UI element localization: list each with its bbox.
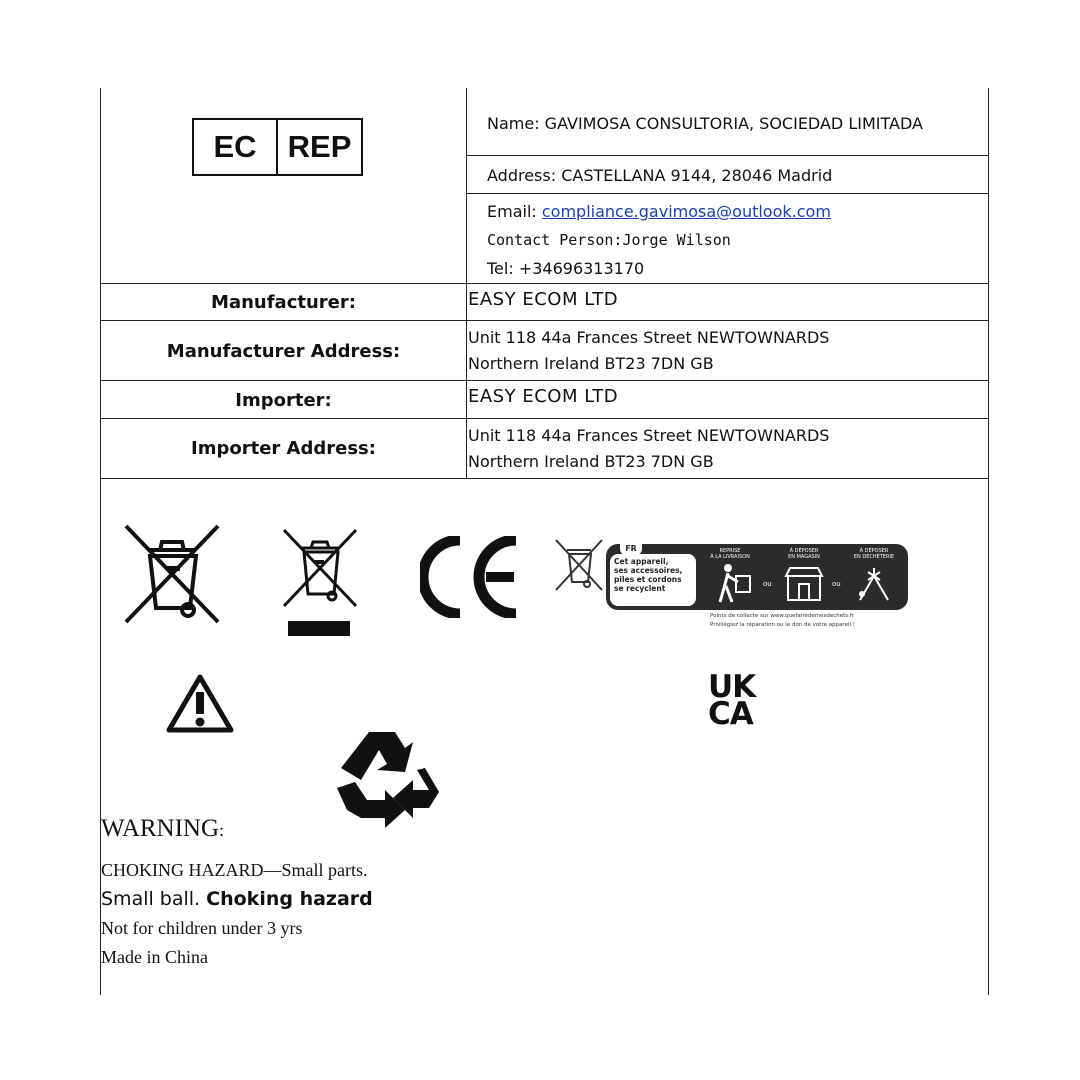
manufacturer-address-label: Manufacturer Address: [166,341,401,362]
recycle-icon [333,724,445,834]
warning-line-2 [101,888,373,910]
importer-address-line1: Unit 118 44a Frances Street NEWTOWNARDS [468,426,830,445]
ec-rep-symbol [192,118,363,176]
triman-col3-line2: EN DÉCHÈTERIE [853,554,895,560]
triman-col1-line1: REPRISE [719,548,741,554]
ec-rep-email-link[interactable]: compliance.gavimosa@outlook.com [541,202,831,221]
triman-ou-2: ou [832,580,841,588]
ukca-top: UK [708,669,756,705]
importer-value: EASY ECOM LTD [468,386,619,407]
triman-label [606,544,908,610]
table-border-right [988,88,989,995]
triman-left-text-2: ses accessoires, [614,566,683,575]
delivery-icon [710,562,754,606]
table-border-left [100,88,101,995]
store-icon [782,564,826,604]
ec-rep-right: REP [287,129,352,164]
row-divider-2 [100,320,989,321]
triman-col2-line1: À DÉPOSER [789,548,819,554]
warning-title [101,815,224,843]
weee-bin-icon [120,522,224,626]
manufacturer-value: EASY ECOM LTD [468,289,619,310]
ec-rep-email-label: Email: [487,202,542,221]
triman-footer-2: Privilégiez la réparation ou le don de votre appareil ! [710,622,855,628]
row-divider-4 [100,418,989,419]
importer-address-line2: Northern Ireland BT23 7DN GB [468,452,714,471]
triman-col1-line2: À LA LIVRAISON [710,554,750,560]
ec-rep-left: EC [194,120,278,174]
warning-title-text: WARNING [101,815,220,842]
triman-left-text-3: piles et cordons [614,575,682,584]
triman-col1 [702,548,758,560]
warning-triangle-icon [164,672,236,736]
triman-left-text-4: se recyclent [614,584,666,593]
manufacturer-address-line1: Unit 118 44a Frances Street NEWTOWNARDS [468,328,830,347]
warning-line-4: Made in China [101,947,208,967]
manufacturer-address-line2: Northern Ireland BT23 7DN GB [468,354,714,373]
triman-bin-icon [553,538,605,594]
warning-line-2-plain: Small ball. [101,888,207,910]
ce-mark-icon [420,536,524,618]
ukca-mark [708,669,768,732]
row-divider-1 [100,283,989,284]
ec-rep-email-line [487,202,831,221]
triman-footer-1: Points de collecte sur www.quefairedemesdechets.fr [710,613,855,619]
triman-left-panel [610,554,696,606]
ec-rep-address: Address: CASTELLANA 9144, 28046 Madrid [487,166,833,185]
divider-address-email [466,193,989,194]
triman-col2 [776,548,832,560]
waste-center-icon [850,564,898,604]
triman-col2-line2: EN MAGASIN [788,554,820,560]
triman-col3 [844,548,904,560]
ec-rep-name: Name: GAVIMOSA CONSULTORIA, SOCIEDAD LIMITADA [487,114,923,133]
triman-left-text-1: Cet appareil, [614,557,669,566]
importer-address-label: Importer Address: [191,438,376,459]
ec-rep-contact: Contact Person:Jorge Wilson [487,231,731,249]
triman-ou-1: ou [763,580,772,588]
warning-line-1: CHOKING HAZARD—Small parts. [101,860,368,880]
ec-rep-tel: Tel: +34696313170 [487,259,645,278]
divider-name-address [466,155,989,156]
triman-col3-line1: À DÉPOSER [859,548,889,554]
ukca-bottom: CA [708,696,753,732]
row-divider-3 [100,380,989,381]
triman-fr-badge: FR [620,544,642,555]
warning-line-3: Not for children under 3 yrs [101,918,303,938]
importer-label: Importer: [235,390,332,411]
row-divider-5 [100,478,989,479]
manufacturer-label: Manufacturer: [211,292,356,313]
warning-title-colon: : [219,820,225,840]
weee-bin-bar-icon [280,528,360,640]
warning-line-2-bold: Choking hazard [206,888,373,910]
